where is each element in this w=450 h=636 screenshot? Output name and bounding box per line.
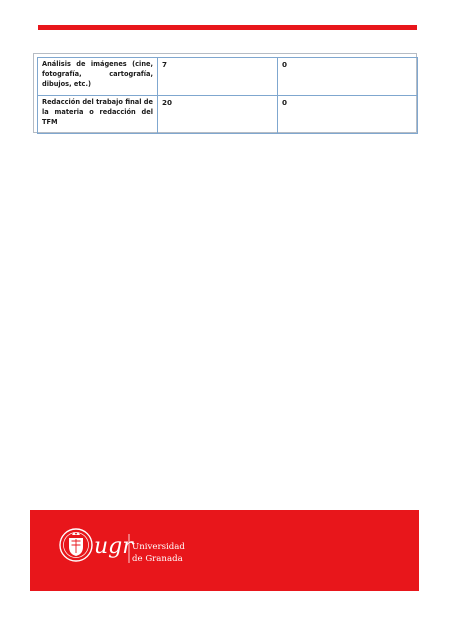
activity-cell: Análisis de imágenes (cine, fotografía, cartografía, dibujos, etc.) (38, 58, 158, 96)
ugr-wordmark: ugr (94, 534, 133, 559)
presencial-cell: 0 (278, 96, 418, 134)
table-row (38, 96, 418, 134)
hours-cell: 20 (158, 96, 278, 134)
presencial-cell: 0 (278, 58, 418, 96)
table-row (38, 58, 418, 96)
university-name-line-2: de Granada (132, 554, 183, 564)
header-red-rule (38, 25, 417, 30)
activities-table (37, 57, 418, 134)
activity-cell: Redacción del trabajo final de la materia o redacción del TFM (38, 96, 158, 134)
university-name-line-1: Universidad (132, 542, 185, 552)
university-name (132, 541, 185, 565)
hours-cell: 7 (158, 58, 278, 96)
